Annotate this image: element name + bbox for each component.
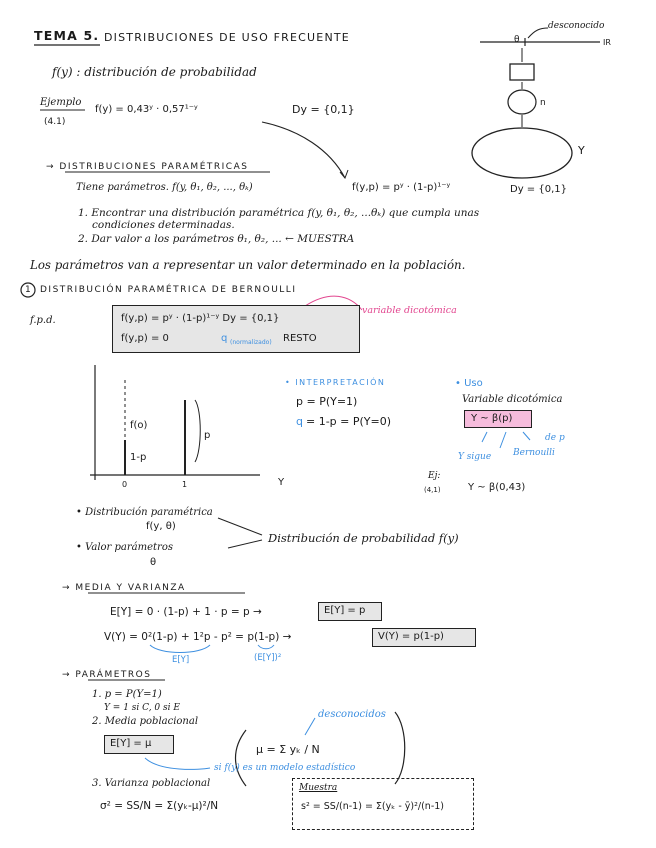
media-v-box-text: V(Y) = p(1-p) <box>378 631 444 642</box>
params-l3: 3. Varianza poblacional <box>92 778 211 789</box>
uso-ysigue: Y sigue <box>458 452 492 462</box>
media-heading: → MEDIA Y VARIANZA <box>62 583 186 593</box>
params-muestra-label: Muestra <box>299 783 338 793</box>
bern-heading: DISTRIBUCIÓN PARAMÉTRICA DE BERNOULLI <box>40 285 297 295</box>
interp-heading: • INTERPRETACIÓN <box>285 378 386 387</box>
param-domain: Dy = {0,1} <box>510 184 567 195</box>
param-step2: 2. Dar valor a los parámetros θ₁, θ₂, ... ← MUESTRA <box>78 233 355 245</box>
uso-ej: Ej: <box>428 471 441 481</box>
diagram-theta: θ <box>514 35 520 45</box>
bern-variable-dicotomica: variable dicotómica <box>362 305 457 316</box>
bern-fpd: f.p.d. <box>30 315 56 326</box>
tema-number: TEMA 5. <box>34 28 100 43</box>
diagram-y: Y <box>578 144 585 157</box>
param-step1b: condiciones determinadas. <box>92 219 235 231</box>
param-formula: f(y,p) = pʸ · (1-p)¹⁻ʸ <box>352 182 451 193</box>
params-l2: 2. Media poblacional <box>92 716 199 727</box>
media-e-box-text: E[Y] = p <box>324 605 366 616</box>
graph-1mp: 1-p <box>130 452 147 463</box>
uso-dep: de p <box>545 433 565 443</box>
param-represent: Los parámetros van a representar un valor determinado en la población. <box>30 258 466 272</box>
diagram-r: IR <box>603 38 611 47</box>
param-heading: → DISTRIBUCIONES PARAMÉTRICAS <box>46 162 249 172</box>
params-muestra-box <box>292 778 474 830</box>
interp-q-letter: q <box>296 415 303 428</box>
graph-fo: f(o) <box>130 420 148 431</box>
ejemplo-num: (4.1) <box>44 117 66 127</box>
graph-tick0: 0 <box>122 480 128 489</box>
uso-box-text: Y ~ β(p) <box>471 413 513 424</box>
fy-definition: f(y) : distribución de probabilidad <box>52 65 257 79</box>
param-step1: 1. Encontrar una distribución paramétrica f(y, θ₁, θ₂, ...θₖ) que cumpla unas <box>78 207 480 219</box>
media-v: V(Y) = 0²(1-p) + 1²p - p² = p(1-p) → <box>104 631 292 643</box>
params-muestra-form: s² = SS/(n-1) = Σ(yₖ - ȳ)²/(n-1) <box>301 801 445 812</box>
media-ey2: (E[Y])² <box>254 653 282 663</box>
uso-ejnum: (4,1) <box>424 486 441 494</box>
media-e: E[Y] = 0 · (1-p) + 1 · p = p → <box>110 606 262 618</box>
bern-definition-box <box>112 305 360 353</box>
params-mu: μ = Σ yₖ / N <box>256 743 320 756</box>
bern-line2: f(y,p) = 0 <box>121 333 169 344</box>
graph-tick1: 1 <box>182 480 188 489</box>
uso-bern: Bernoulli <box>513 448 555 458</box>
params-var: σ² = SS/N = Σ(yₖ-μ)²/N <box>100 800 219 812</box>
interp-p: p = P(Y=1) <box>296 395 358 408</box>
params-desc: desconocidos <box>318 709 386 720</box>
ejemplo-label: Ejemplo <box>40 97 82 108</box>
param-tiene: Tiene parámetros. f(y, θ₁, θ₂, ..., θₖ) <box>76 182 253 193</box>
graph-p: p <box>204 430 211 441</box>
page-title: DISTRIBUCIONES DE USO FRECUENTE <box>104 31 350 44</box>
uso-heading: • Uso <box>455 378 483 389</box>
ejemplo-formula: f(y) = 0,43ʸ · 0,57¹⁻ʸ <box>95 104 198 115</box>
dp-a: • Distribución paramétrica <box>76 507 213 518</box>
bern-number: 1 <box>25 285 31 295</box>
uso-ej-value: Y ~ β(0,43) <box>468 482 526 493</box>
params-note: si f(y) es un modelo estadístico <box>214 763 356 773</box>
params-box-text: E[Y] = μ <box>110 738 152 749</box>
bern-q: q <box>221 333 228 344</box>
ejemplo-domain: Dy = {0,1} <box>292 103 355 116</box>
params-l1b: Y = 1 si C, 0 si E <box>104 703 180 713</box>
uso-vd: Variable dicotómica <box>462 394 563 405</box>
dp-b: • Valor parámetros <box>76 542 173 553</box>
uso-box <box>464 410 532 428</box>
diagram-n: n <box>540 98 546 108</box>
media-v-box <box>372 628 476 647</box>
bern-qsub: (normalizado) <box>230 339 272 346</box>
graph-y: Y <box>278 477 285 488</box>
diagram-desconocido: desconocido <box>548 21 605 31</box>
media-e-box <box>318 602 382 621</box>
params-box <box>104 735 174 754</box>
media-ey: E[Y] <box>172 655 190 665</box>
params-l1: 1. p = P(Y=1) <box>92 689 162 700</box>
dp-result: Distribución de probabilidad f(y) <box>268 531 459 545</box>
dp-b2: θ <box>150 557 157 568</box>
bern-resto: RESTO <box>283 333 317 344</box>
bern-line1: f(y,p) = pʸ · (1-p)¹⁻ʸ Dy = {0,1} <box>121 313 280 324</box>
dp-a2: f(y, θ) <box>146 521 176 532</box>
interp-q: = 1-p = P(Y=0) <box>306 415 392 428</box>
params-heading: → PARÁMETROS <box>62 670 152 680</box>
